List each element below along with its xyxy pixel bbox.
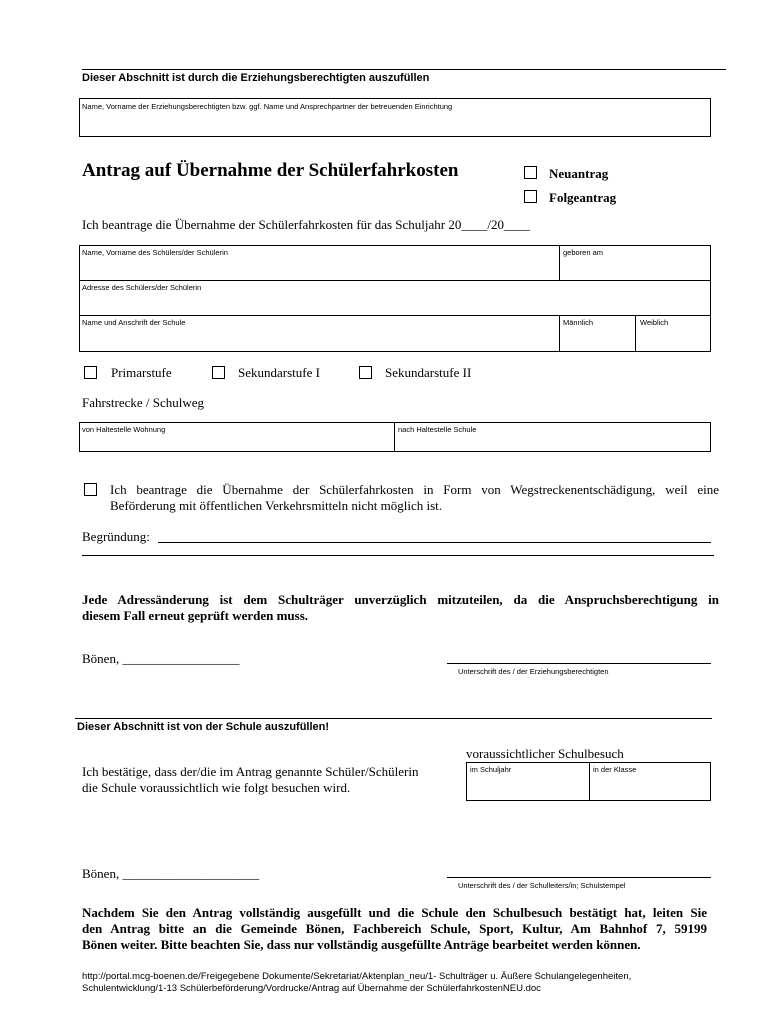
student-name-label: Name, Vorname des Schülers/der Schülerin xyxy=(82,248,228,257)
new-application-checkbox[interactable] xyxy=(524,166,537,179)
parent-section-top-rule xyxy=(82,69,726,70)
reason-line-2[interactable] xyxy=(82,555,714,556)
student-table xyxy=(79,245,711,352)
attendance-heading: voraussichtlicher Schulbesuch xyxy=(466,746,624,761)
footer-path-line-2: Schulentwicklung/1-13 Schülerbeförderung/Vordrucke/Antrag auf Übernahme der SchülerfahrkostenNEU.doc xyxy=(82,983,541,994)
submission-note-line-2: den Antrag bitte an die Gemeinde Bönen, Fachbereich Schule, Sport, Kultur, Am Bahnhof 7, 59199 xyxy=(82,921,707,936)
place-date-school[interactable]: Bönen, _____________________ xyxy=(82,866,259,881)
parent-section-heading: Dieser Abschnitt ist durch die Erziehungsberechtigten auszufüllen xyxy=(82,72,430,84)
route-table-divider xyxy=(394,422,395,452)
followup-application-label: Folgeantrag xyxy=(549,190,617,205)
followup-application-checkbox[interactable] xyxy=(524,190,537,203)
school-section-top-rule xyxy=(75,718,712,719)
compensation-text-line-2: Beförderung mit öffentlichen Verkehrsmitteln nicht möglich ist. xyxy=(110,498,443,513)
school-confirmation-line-1: Ich bestätige, dass der/die im Antrag genannte Schüler/Schülerin xyxy=(82,764,419,779)
secondary-2-checkbox[interactable] xyxy=(359,366,372,379)
male-label: Männlich xyxy=(563,318,594,327)
form-title: Antrag auf Übernahme der Schülerfahrkosten xyxy=(82,160,459,181)
attendance-year-label: im Schuljahr xyxy=(470,765,512,774)
student-table-row-divider-2 xyxy=(79,315,711,316)
route-to-label: nach Haltestelle Schule xyxy=(398,425,477,434)
reason-line-1[interactable] xyxy=(158,542,711,543)
route-from-label: von Haltestelle Wohnung xyxy=(82,425,166,434)
student-table-row-divider-1 xyxy=(79,280,711,281)
school-year-text: Ich beantrage die Übernahme der Schülerfahrkosten für das Schuljahr 20____/20____ xyxy=(82,217,530,232)
school-section-heading: Dieser Abschnitt ist von der Schule auszufüllen! xyxy=(77,721,330,733)
birth-date-label: geboren am xyxy=(563,248,604,257)
school-name-label: Name und Anschrift der Schule xyxy=(82,318,186,327)
guardian-signature-line[interactable] xyxy=(447,663,711,664)
compensation-text-line-1: Ich beantrage die Übernahme der Schülerfahrkosten in Form von Wegstreckenentschädigung, weil eine xyxy=(110,482,719,497)
secondary-1-checkbox[interactable] xyxy=(212,366,225,379)
distance-compensation-checkbox[interactable] xyxy=(84,483,97,496)
primary-level-label: Primarstufe xyxy=(111,365,172,380)
primary-level-checkbox[interactable] xyxy=(84,366,97,379)
attendance-class-label: in der Klasse xyxy=(593,765,637,774)
student-table-born-divider xyxy=(559,245,560,280)
secondary-1-label: Sekundarstufe I xyxy=(238,365,320,380)
school-signature-label: Unterschrift des / der Schulleiters/in; Schulstempel xyxy=(458,881,626,890)
submission-note-line-3: Bönen weiter. Bitte beachten Sie, dass nur vollständig ausgefüllte Anträge bearbeitet werden können. xyxy=(82,937,641,952)
guardian-name-label: Name, Vorname der Erziehungsberechtigten bzw. ggf. Name und Ansprechpartner der betreuenden Einrichtung xyxy=(82,102,453,111)
student-table-gender-divider-2 xyxy=(635,315,636,352)
footer-path-line-1: http://portal.mcg-boenen.de/Freigegebene Dokumente/Sekretariat/Aktenplan_neu/1- Schulträger u. Äußere Schulangelegenheiten, xyxy=(82,971,632,982)
place-date-guardian[interactable]: Bönen, __________________ xyxy=(82,651,240,666)
attendance-table-divider xyxy=(589,762,590,801)
route-heading: Fahrstrecke / Schulweg xyxy=(82,395,205,410)
route-table xyxy=(79,422,711,452)
school-confirmation-line-2: die Schule voraussichtlich wie folgt besuchen wird. xyxy=(82,780,351,795)
submission-note-line-1: Nachdem Sie den Antrag vollständig ausgefüllt und die Schule den Schulbesuch bestätigt hat, leiten Sie xyxy=(82,905,707,920)
secondary-2-label: Sekundarstufe II xyxy=(385,365,472,380)
address-change-notice-line-2: diesem Fall erneut geprüft werden muss. xyxy=(82,608,309,623)
school-signature-line[interactable] xyxy=(447,877,711,878)
student-table-gender-divider-1 xyxy=(559,315,560,352)
address-change-notice-line-1: Jede Adressänderung ist dem Schulträger unverzüglich mitzuteilen, da die Anspruchsberechtigung in xyxy=(82,592,719,607)
new-application-label: Neuantrag xyxy=(549,166,609,181)
guardian-signature-label: Unterschrift des / der Erziehungsberechtigten xyxy=(458,667,609,676)
female-label: Weiblich xyxy=(640,318,669,327)
student-address-label: Adresse des Schülers/der Schülerin xyxy=(82,283,202,292)
reason-label: Begründung: xyxy=(82,529,150,544)
